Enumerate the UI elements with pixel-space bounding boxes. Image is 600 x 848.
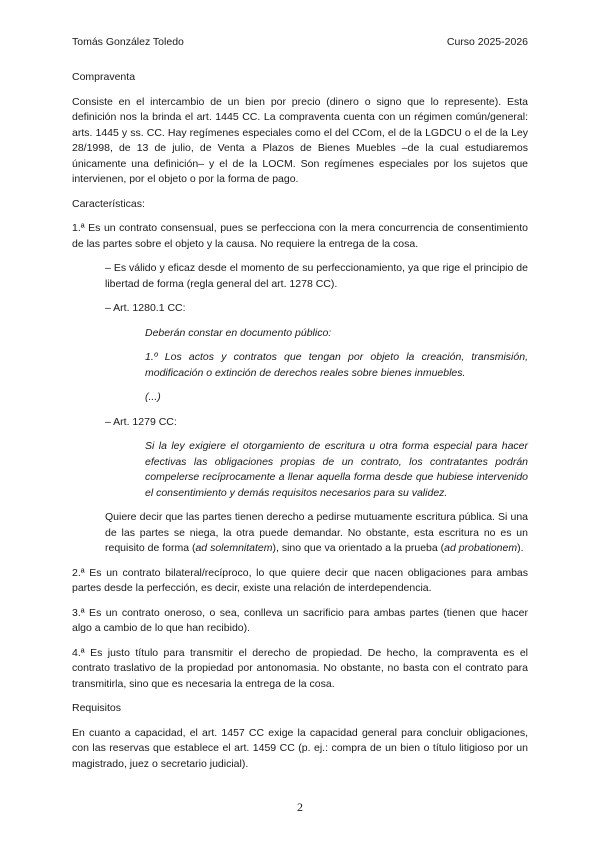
requirements-paragraph: En cuanto a capacidad, el art. 1457 CC exige la capacidad general para concluir obligaciones, con las reservas que establece el art. 1459 CC (p. ej.: compra de un bien o título litigioso por un magistrado, juez o secretario judicial). — [72, 726, 528, 770]
requirements-heading: Requisitos — [72, 702, 122, 714]
characteristic-2: 2.ª Es un contrato bilateral/recíproco, lo que quiere decir que nacen obligaciones para ambas partes desde la perfección, es decir, existe una relación de interdependencia. — [72, 566, 528, 594]
characteristic-3: 3.ª Es un contrato oneroso, o sea, conlleva un sacrificio para ambas partes (tienen que hacer algo a cambio de lo que han recibido). — [72, 606, 528, 634]
validity-note: – Es válido y eficaz desde el momento de su perfeccionamiento, ya que rige el principio de libertad de forma (regla general del art. 1278 CC). — [105, 262, 528, 290]
characteristic-1: 1.ª Es un contrato consensual, pues se perfecciona con la mera concurrencia de consentimiento de las partes sobre el objeto y la causa. No requiere la entrega de la cosa. — [72, 222, 528, 250]
latin-term-probationem: ad probationem — [444, 542, 518, 554]
section-title: Compraventa — [72, 71, 136, 83]
page-number: 2 — [297, 800, 303, 814]
explanation-paragraph — [105, 510, 528, 557]
latin-term-solemnitatem: ad solemnitatem — [195, 542, 273, 554]
author-name: Tomás González Toledo — [72, 36, 184, 48]
document-body — [72, 70, 528, 781]
art-1280-quote-2: 1.º Los actos y contratos que tengan por objeto la creación, transmisión, modificación o extinción de derechos reales sobre bienes inmuebles. — [145, 351, 528, 379]
explanation-text-mid: ), sino que va orientado a la prueba ( — [272, 542, 445, 554]
art-1279-quote: Si la ley exigiere el otorgamiento de escritura u otra forma especial para hacer efectivas las obligaciones propias de un contrato, los contratantes podrán compelerse recíprocamente a llenar aquella forma desde que hubiese intervenido el consentimiento y demás requisitos necesarios para su validez. — [145, 440, 528, 499]
art-1279-label: – Art. 1279 CC: — [105, 415, 177, 428]
page-header — [72, 36, 528, 50]
art-1280-ellipsis: (...) — [145, 391, 161, 403]
course-label: Curso 2025-2026 — [446, 36, 528, 48]
explanation-text-end: ). — [517, 542, 524, 554]
art-1280-label: – Art. 1280.1 CC: — [105, 302, 186, 314]
intro-paragraph: Consiste en el intercambio de un bien por precio (dinero o signo que lo represente). Esta definición nos la brinda el art. 1445 CC. La compraventa cuenta con un régimen común/general: arts. 1445 y ss. CC. Hay regímenes especiales como el del CCom, el de la LGDCU o el de la Ley 28/1998, de 13 de julio, de Venta a Plazos de Bienes Muebles –de la cual estudiaremos únicamente una definición– y el de la LOCM. Son regímenes especiales por los sujetos que intervienen, por el objeto o por la forma de pago. — [72, 95, 528, 185]
explanation-text-start: Quiere decir que las partes tienen derecho a pedirse mutuamente escritura pública. Si una de las partes se niega, la otra puede demandar. No obstante, esta escritura no es un requisito de forma ( — [105, 511, 528, 554]
characteristics-heading: Características: — [72, 197, 145, 210]
characteristic-4: 4.ª Es justo título para transmitir el derecho de propiedad. De hecho, la compraventa es el contrato traslativo de la propiedad por antonomasia. No obstante, no basta con el contrato para transmitirla, sino que es necesaria la entrega de la cosa. — [72, 646, 528, 690]
art-1280-quote-1: Deberán constar en documento público: — [145, 326, 332, 339]
